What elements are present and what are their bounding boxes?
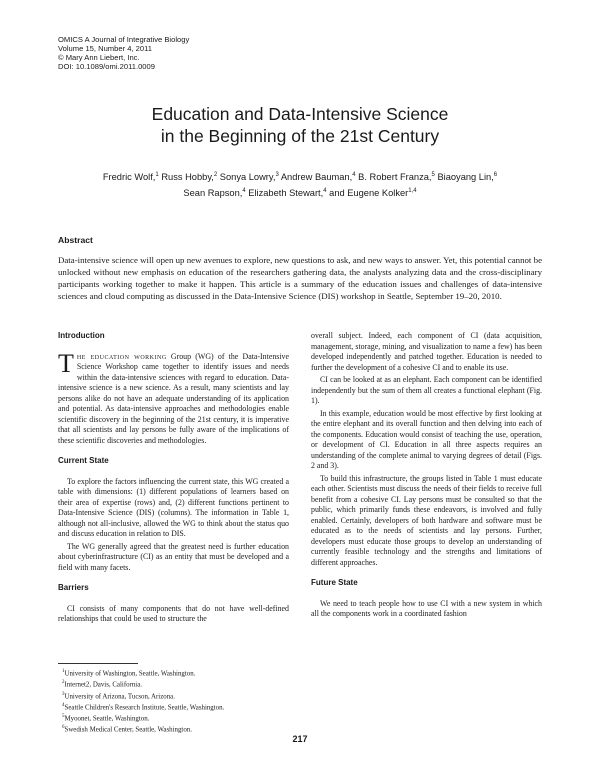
paragraph: We need to teach people how to use CI with a new system in which all the components work in a coordinated fashion bbox=[311, 598, 542, 618]
author: Fredric Wolf,$^1$ bbox=[102, 172, 159, 183]
section-heading-current-state: Current State bbox=[58, 456, 109, 465]
footnote-divider bbox=[58, 663, 138, 664]
author: Sean Rapson,$^4$ bbox=[183, 188, 246, 199]
footnote: $^1$University of Washington, Seattle, Washington. bbox=[62, 669, 196, 678]
paragraph: CI can be looked at as an elephant. Each component can be identified independently but the sum of them all creates a functional elephant (Fig. 1). bbox=[311, 375, 542, 405]
author: B. Robert Franza,$^5$ bbox=[358, 172, 435, 183]
doi: DOI: 10.1089/omi.2011.0009 bbox=[58, 62, 155, 71]
abstract-heading: Abstract bbox=[58, 235, 93, 245]
author-list bbox=[70, 168, 530, 200]
left-column bbox=[58, 331, 289, 625]
footnote: $^6$Swedish Medical Center, Seattle, Washington. bbox=[62, 725, 192, 734]
author: Sonya Lowry,$^3$ bbox=[219, 172, 279, 183]
footnote: $^2$Internet2, Davis, California. bbox=[62, 680, 142, 689]
author: Russ Hobby,$^2$ bbox=[161, 172, 218, 183]
copyright: © Mary Ann Liebert, Inc. bbox=[58, 53, 140, 62]
abstract-text: Data-intensive science will open up new avenues to explore, new questions to ask, and new ways to answer. Yet, this potential cannot be unlocked without new emphasis on education of the researchers gathering data, the analysts analyzing data and the cross-disciplinary participants working together to make it happen. This article is a summary of the education issues and challenges of data-intensive sciences and cloud computing as discussed in the Data-Intensive Science (DIS) workshop in Seattle, September 19–20, 2010. bbox=[58, 255, 542, 301]
footnotes bbox=[62, 667, 224, 735]
author: Biaoyang Lin,$^6$ bbox=[437, 172, 498, 183]
footnote: $^5$Myoonet, Seattle, Washington. bbox=[62, 714, 150, 723]
paragraph: To explore the factors influencing the current state, this WG created a table with dimensions: (1) different populations of learners based on their area of expertise (rows) and, (2) different functions pertinent to Data-Intensive Science (DIS) (columns). The information in Table 1, although not all-inclusive, allowed the WG to think about the status quo and discuss education in relation to DIS. bbox=[58, 476, 289, 538]
page-number: 217 bbox=[292, 734, 308, 744]
paragraph: To build this infrastructure, the groups listed in Table 1 must educate each other. Scientists must discuss the needs of their fields to receive full benefit from a cohesive CI. Lay persons must be consulted so that the public, which primarily funds these endeavors, is involved and fully enabled. Certainly, developers of both hardware and software must be educated as to the needs of scientists and lay persons. Further, developers must educate those groups to develop an understanding of currently feasible technology and the strengths and limitations of different approaches. bbox=[311, 473, 542, 567]
author: and Eugene Kolker$^{1,4}$ bbox=[329, 188, 417, 199]
intro-paragraph: The education working Group (WG) of the Data-Intensive Science Workshop came together to identify issues and needs within the data-intensive sciences with regard to education. Data-intensive science is a new science. As a result, many scientists and lay persons alike do not have an adequate understanding of its application and potential. As data-intensive approaches and methodologies enable scientific discovery in the beginning of the 21st century, it is imperative that all scientists and lay persons be fully aware of the implications of these scientific discoveries and methodologies. bbox=[58, 348, 289, 445]
section-heading-future-state: Future State bbox=[311, 578, 358, 587]
paragraph: The WG generally agreed that the greatest need is further education about cyberinfrastructure (CI) as an entity that must be developed and a field with many facets. bbox=[58, 541, 289, 572]
footnote: $^3$University of Arizona, Tucson, Arizona. bbox=[62, 691, 175, 700]
author: Elizabeth Stewart,$^4$ bbox=[248, 188, 327, 199]
author: Andrew Bauman,$^4$ bbox=[280, 172, 356, 183]
paragraph: CI consists of many components that do not have well-defined relationships that could be used to structure the bbox=[58, 603, 289, 623]
footnote: $^4$Seattle Children's Research Institute, Seattle, Washington. bbox=[62, 702, 225, 712]
section-heading-introduction: Introduction bbox=[58, 331, 105, 340]
volume-info: Volume 15, Number 4, 2011 bbox=[58, 44, 152, 53]
paragraph: In this example, education would be most effective by first looking at the entire elephant and its overall function and then delving into each of the components. Education would consist of teaching the use, operation, or development of CI. Education in all three aspects requires an understanding of the complete animal to varying degrees of detail (Figs. 2 and 3). bbox=[311, 408, 542, 470]
journal-name: OMICS A Journal of Integrative Biology bbox=[58, 35, 190, 44]
title-line-2: in the Beginning of the 21st Century bbox=[160, 126, 440, 146]
journal-header bbox=[58, 35, 189, 71]
right-column bbox=[311, 331, 542, 620]
section-heading-barriers: Barriers bbox=[58, 583, 89, 592]
paragraph: overall subject. Indeed, each component of CI (data acquisition, management, storage, mining, and visualization to name a few) has been developed independently and patched together. Education is needed to further the development of a cohesive CI and to enable its use. bbox=[311, 331, 542, 372]
drop-cap: T bbox=[58, 348, 74, 378]
article-title bbox=[0, 103, 600, 147]
title-line-1: Education and Data-Intensive Science bbox=[151, 104, 449, 124]
